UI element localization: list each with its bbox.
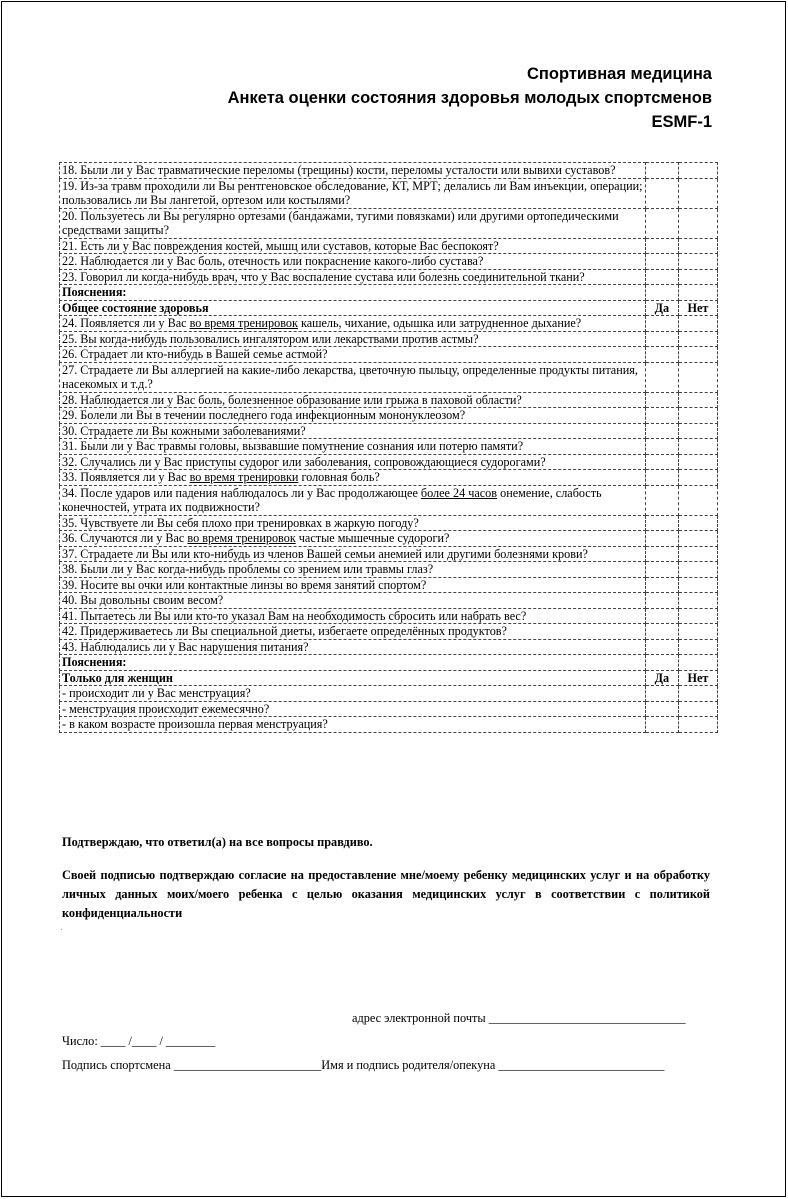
notes-cell[interactable] (678, 655, 717, 671)
table-row (60, 254, 718, 270)
yes-answer-cell[interactable] (645, 485, 678, 515)
athlete-signature-line[interactable]: Подпись спортсмена ________________________Имя и подпись родителя/опекуна ___________________________ (62, 1058, 665, 1072)
yes-answer-cell[interactable] (645, 624, 678, 640)
section-title: Общее состояние здоровья (60, 300, 646, 316)
no-answer-cell[interactable] (678, 562, 717, 578)
question-text: 35. Чувствуете ли Вы себя плохо при тренировках в жаркую погоду? (60, 515, 646, 531)
table-row (60, 439, 718, 455)
question-text: 30. Страдаете ли Вы кожными заболеваниями? (60, 423, 646, 439)
question-text: 28. Наблюдается ли у Вас боль, болезненное образование или грыжа в паховой области? (60, 392, 646, 408)
question-text: 20. Пользуетесь ли Вы регулярно ортезами (бандажами, тугими повязками) или другими ортопедическими средствами защиты? (60, 208, 646, 238)
yes-answer-cell[interactable] (645, 347, 678, 363)
yes-answer-cell[interactable] (645, 362, 678, 392)
date-line[interactable]: Число: ____ /____ / ________ (62, 1034, 216, 1048)
no-answer-cell[interactable] (678, 546, 717, 562)
yes-answer-cell[interactable] (645, 208, 678, 238)
no-answer-cell[interactable] (678, 331, 717, 347)
no-answer-cell[interactable] (678, 362, 717, 392)
no-answer-cell[interactable] (678, 439, 717, 455)
yes-answer-cell[interactable] (645, 470, 678, 486)
yes-answer-cell[interactable] (645, 392, 678, 408)
yes-answer-cell[interactable] (645, 562, 678, 578)
no-answer-cell[interactable] (678, 686, 717, 702)
table-row (60, 624, 718, 640)
no-answer-cell[interactable] (678, 639, 717, 655)
yes-answer-cell[interactable] (645, 316, 678, 332)
no-answer-cell[interactable] (678, 408, 717, 424)
yes-answer-cell[interactable] (645, 717, 678, 733)
table-row (60, 562, 718, 578)
no-answer-cell[interactable] (678, 717, 717, 733)
table-row (60, 454, 718, 470)
table-row (60, 208, 718, 238)
table-row (60, 362, 718, 392)
table-row (60, 717, 718, 733)
table-row (60, 515, 718, 531)
notes-cell[interactable] (645, 655, 678, 671)
yes-answer-cell[interactable] (645, 254, 678, 270)
no-answer-cell[interactable] (678, 423, 717, 439)
question-text: 33. Появляется ли у Вас во время тренировки головная боль? (60, 470, 646, 486)
stray-dot: . (61, 926, 63, 932)
no-answer-cell[interactable] (678, 392, 717, 408)
question-text: 41. Пытаетесь ли Вы или кто-то указал Вам на необходимость сбросить или набрать вес? (60, 608, 646, 624)
yes-answer-cell[interactable] (645, 408, 678, 424)
no-column-header: Нет (678, 670, 717, 686)
notes-label: Пояснения: (60, 655, 646, 671)
yes-answer-cell[interactable] (645, 423, 678, 439)
table-row (60, 531, 718, 547)
no-answer-cell[interactable] (678, 178, 717, 208)
header-form-code: ESMF-1 (651, 113, 712, 131)
no-answer-cell[interactable] (678, 470, 717, 486)
section-title: Только для женщин (60, 670, 646, 686)
notes-cell[interactable] (678, 285, 717, 301)
question-text: 37. Страдаете ли Вы или кто-нибудь из членов Вашей семьи анемией или другими болезнями крови? (60, 546, 646, 562)
question-text: 43. Наблюдались ли у Вас нарушения питания? (60, 639, 646, 655)
question-text: 21. Есть ли у Вас повреждения костей, мышц или суставов, которые Вас беспокоят? (60, 238, 646, 254)
table-row (60, 701, 718, 717)
table-row (60, 470, 718, 486)
table-row (60, 577, 718, 593)
question-text: 36. Случаются ли у Вас во время тренировок частые мышечные судороги? (60, 531, 646, 547)
notes-cell[interactable] (645, 285, 678, 301)
question-text: 40. Вы довольны своим весом? (60, 593, 646, 609)
question-text: 42. Придерживаетесь ли Вы специальной диеты, избегаете определённых продуктов? (60, 624, 646, 640)
no-answer-cell[interactable] (678, 577, 717, 593)
table-row (60, 639, 718, 655)
questionnaire-table (59, 162, 718, 733)
notes-row (60, 285, 718, 301)
yes-answer-cell[interactable] (645, 701, 678, 717)
no-answer-cell[interactable] (678, 701, 717, 717)
question-text: 39. Носите вы очки или контактные линзы во время занятий спортом? (60, 577, 646, 593)
notes-label: Пояснения: (60, 285, 646, 301)
section-header-row (60, 300, 718, 316)
confirmation-statement: Подтверждаю, что ответил(а) на все вопросы правдиво. (62, 835, 373, 849)
yes-answer-cell[interactable] (645, 546, 678, 562)
table-row (60, 238, 718, 254)
yes-answer-cell[interactable] (645, 515, 678, 531)
table-row (60, 423, 718, 439)
no-answer-cell[interactable] (678, 269, 717, 285)
no-answer-cell[interactable] (678, 593, 717, 609)
yes-answer-cell[interactable] (645, 238, 678, 254)
yes-answer-cell[interactable] (645, 331, 678, 347)
yes-answer-cell[interactable] (645, 269, 678, 285)
question-text: - в каком возрасте произошла первая менструация? (60, 717, 646, 733)
no-answer-cell[interactable] (678, 316, 717, 332)
yes-answer-cell[interactable] (645, 454, 678, 470)
question-text: 31. Были ли у Вас травмы головы, вызвавшие помутнение сознания или потерю памяти? (60, 439, 646, 455)
no-answer-cell[interactable] (678, 608, 717, 624)
table-row (60, 392, 718, 408)
question-text: 38. Были ли у Вас когда-нибудь проблемы со зрением или травмы глаз? (60, 562, 646, 578)
document-header (228, 62, 712, 134)
question-text: 25. Вы когда-нибудь пользовались ингалятором или лекарствами против астмы? (60, 331, 646, 347)
question-text: 19. Из-за травм проходили ли Вы рентгеновское обследование, КТ, МРТ; делались ли Вам инъекции, операции; пользовались ли Вы лангетой, ортезом или костылями? (60, 178, 646, 208)
yes-answer-cell[interactable] (645, 639, 678, 655)
consent-statement: Своей подписью подтверждаю согласие на предоставление мне/моему ребенку медицинских услуг и на обработку личных данных моих/моего ребенка с целью оказания медицинских услуг в соответствии с политикой конфиденциальности (62, 868, 710, 920)
yes-answer-cell[interactable] (645, 593, 678, 609)
table-row (60, 408, 718, 424)
email-signature-line[interactable]: адрес электронной почты ________________________________ (352, 1011, 686, 1025)
section-header-row (60, 670, 718, 686)
yes-answer-cell[interactable] (645, 608, 678, 624)
table-row (60, 593, 718, 609)
question-text: - менструация происходит ежемесячно? (60, 701, 646, 717)
question-text: 29. Болели ли Вы в течении последнего года инфекционным мононуклеозом? (60, 408, 646, 424)
no-answer-cell[interactable] (678, 624, 717, 640)
table-row (60, 546, 718, 562)
no-answer-cell[interactable] (678, 163, 717, 179)
question-text: 24. Появляется ли у Вас во время тренировок кашель, чихание, одышка или затрудненное дыхание? (60, 316, 646, 332)
question-text: 18. Были ли у Вас травматические переломы (трещины) кости, переломы усталости или вывихи суставов? (60, 163, 646, 179)
table-row (60, 347, 718, 363)
no-answer-cell[interactable] (678, 347, 717, 363)
header-subtitle: Анкета оценки состояния здоровья молодых спортсменов (227, 89, 712, 107)
no-answer-cell[interactable] (678, 515, 717, 531)
header-title: Спортивная медицина (527, 65, 712, 83)
notes-row (60, 655, 718, 671)
no-answer-cell[interactable] (678, 208, 717, 238)
question-text: 32. Случались ли у Вас приступы судорог или заболевания, сопровождающиеся судорогами? (60, 454, 646, 470)
question-text: 27. Страдаете ли Вы аллергией на какие-либо лекарства, цветочную пыльцу, определенные продукты питания, насекомых и т.д.? (60, 362, 646, 392)
question-text: 23. Говорил ли когда-нибудь врач, что у Вас воспаление сустава или болезнь соединительной ткани? (60, 269, 646, 285)
no-answer-cell[interactable] (678, 254, 717, 270)
yes-answer-cell[interactable] (645, 439, 678, 455)
table-row (60, 686, 718, 702)
no-answer-cell[interactable] (678, 485, 717, 515)
table-row (60, 331, 718, 347)
no-answer-cell[interactable] (678, 454, 717, 470)
table-row (60, 316, 718, 332)
no-column-header: Нет (678, 300, 717, 316)
question-text: - происходит ли у Вас менструация? (60, 686, 646, 702)
table-row (60, 163, 718, 179)
question-text: 34. После ударов или падения наблюдалось ли у Вас продолжающее более 24 часов онемение, слабость конечностей, утрата их подвижности? (60, 485, 646, 515)
table-row (60, 608, 718, 624)
table-row (60, 269, 718, 285)
yes-answer-cell[interactable] (645, 163, 678, 179)
table-row (60, 178, 718, 208)
question-text: 26. Страдает ли кто-нибудь в Вашей семье астмой? (60, 347, 646, 363)
yes-column-header: Да (645, 670, 678, 686)
table-row (60, 485, 718, 515)
no-answer-cell[interactable] (678, 531, 717, 547)
yes-answer-cell[interactable] (645, 686, 678, 702)
yes-answer-cell[interactable] (645, 577, 678, 593)
yes-answer-cell[interactable] (645, 178, 678, 208)
yes-answer-cell[interactable] (645, 531, 678, 547)
question-text: 22. Наблюдается ли у Вас боль, отечность или покраснение какого-либо сустава? (60, 254, 646, 270)
no-answer-cell[interactable] (678, 238, 717, 254)
yes-column-header: Да (645, 300, 678, 316)
